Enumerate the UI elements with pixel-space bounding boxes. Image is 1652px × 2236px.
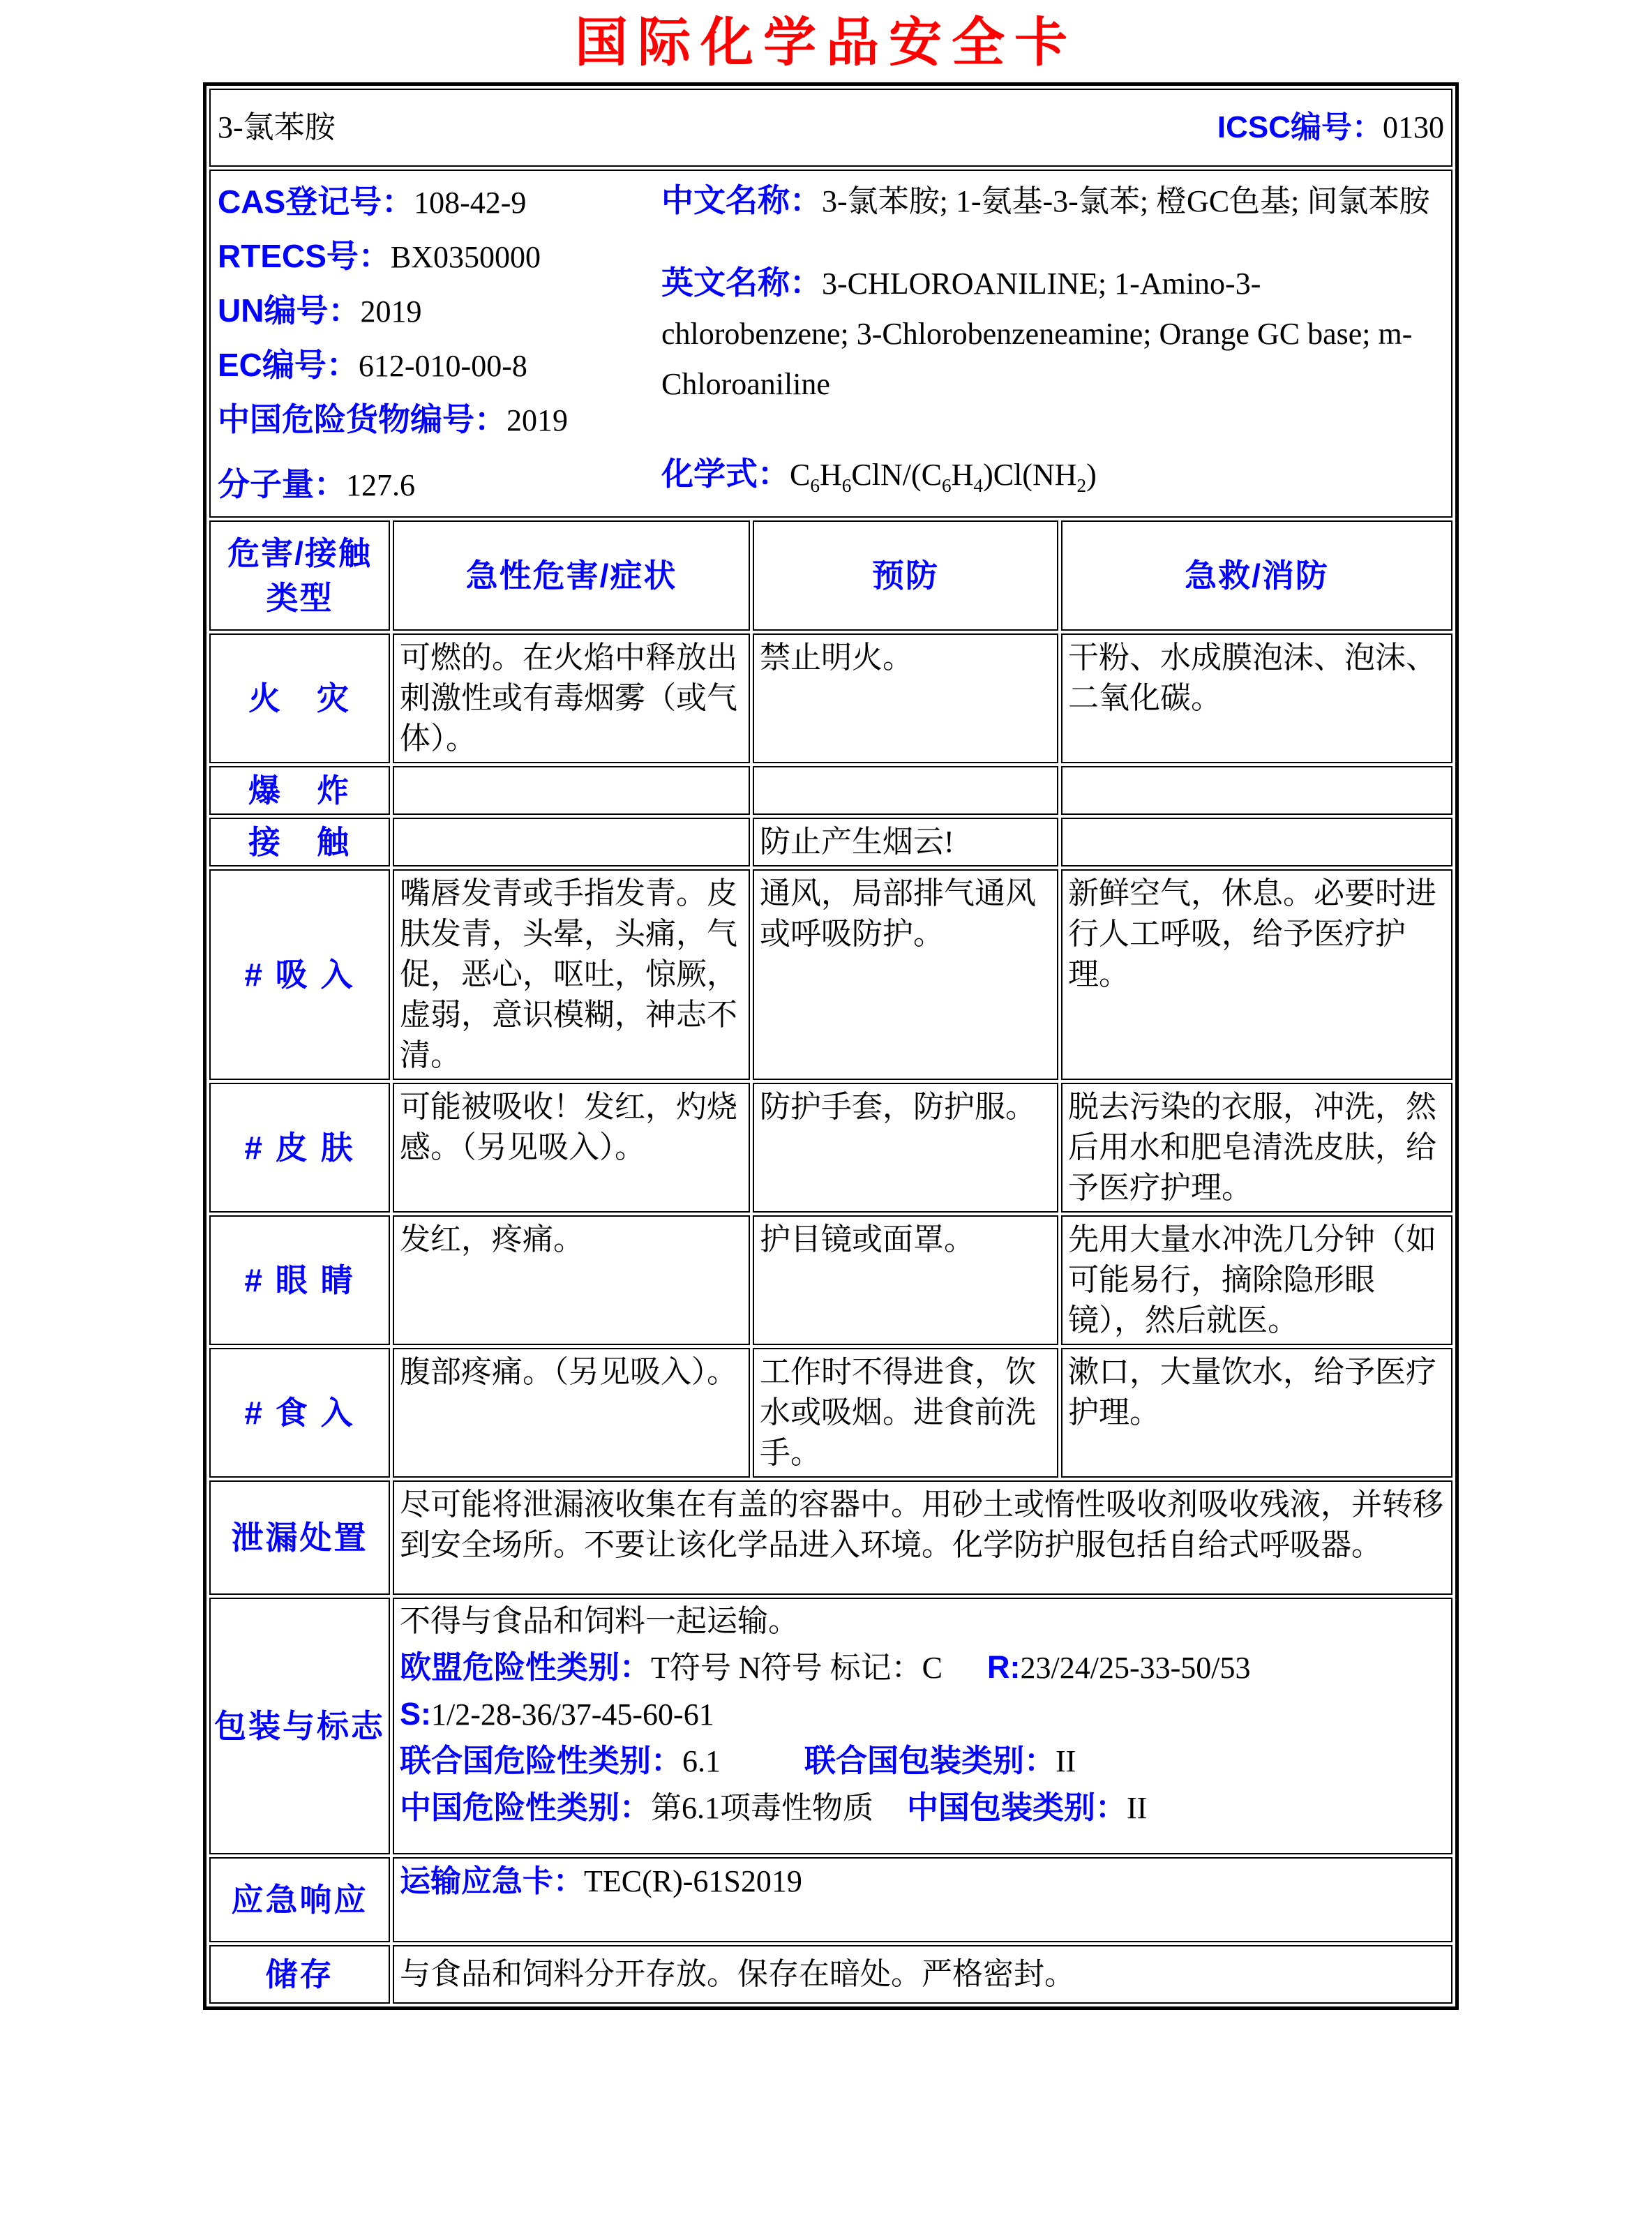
header-firstaid: 急救/消防	[1061, 520, 1452, 631]
fire-prevention: 禁止明火。	[753, 633, 1058, 763]
inhalation-symptoms: 嘴唇发青或手指发青。皮肤发青，头晕，头痛，气促，恶心，呕吐，惊厥，虚弱，意识模糊，神志不清。	[393, 869, 750, 1080]
storage-content: 与食品和饲料分开存放。保存在暗处。严格密封。	[393, 1945, 1452, 2004]
skin-label: # 皮 肤	[209, 1083, 390, 1213]
hazard-header-row	[209, 520, 1452, 631]
spill-content: 尽可能将泄漏液收集在有盖的容器中。用砂土或惰性吸收剂吸收残液，并转移到安全场所。不要让该化学品进入环境。化学防护服包括自给式呼吸器。	[393, 1480, 1452, 1595]
chinese-name: 中文名称：3-氯苯胺; 1-氨基-3-氯苯; 橙GC色基; 间氯苯胺	[661, 182, 1430, 218]
inhalation-row	[209, 869, 1452, 1080]
contact-firstaid	[1061, 818, 1452, 866]
eu-classification: 欧盟危险性类别：T符号 N符号 标记：C R:23/24/25-33-50/53	[400, 1649, 1251, 1685]
rtecs-number: RTECS号：BX0350000	[218, 238, 541, 274]
skin-firstaid: 脱去污染的衣服，冲洗，然后用水和肥皂清洗皮肤，给予医疗护理。	[1061, 1083, 1452, 1213]
ec-number: EC编号：612-010-00-8	[218, 347, 527, 383]
ingestion-label: # 食 入	[209, 1348, 390, 1478]
ingestion-firstaid: 漱口，大量饮水，给予医疗护理。	[1061, 1348, 1452, 1478]
transport-note: 不得与食品和饲料一起运输。	[400, 1603, 799, 1638]
header-hazard-type: 危害/接触类型	[209, 520, 390, 631]
r-phrases-value: 23/24/25-33-50/53	[1020, 1650, 1251, 1685]
eyes-label: # 眼 睛	[209, 1215, 390, 1345]
transport-emergency-card: 运输应急卡：TEC(R)-61S2019	[400, 1863, 802, 1898]
name-row	[209, 89, 1452, 167]
icsc-number-value: 0130	[1383, 110, 1445, 144]
eyes-symptoms: 发红，疼痛。	[393, 1215, 750, 1345]
icsc-number-label: ICSC编号：	[1217, 110, 1383, 144]
identification-cell	[209, 170, 1452, 518]
explosion-symptoms	[393, 766, 750, 815]
emergency-content	[393, 1857, 1452, 1942]
molecular-weight: 分子量：127.6	[218, 465, 415, 502]
cas-number: CAS登记号：108-42-9	[218, 183, 527, 220]
emergency-label: 应急响应	[209, 1857, 390, 1942]
ingestion-prevention: 工作时不得进食，饮水或吸烟。进食前洗手。	[753, 1348, 1058, 1478]
fire-label: 火 灾	[209, 633, 390, 763]
spill-label: 泄漏处置	[209, 1480, 390, 1595]
fire-symptoms: 可燃的。在火焰中释放出刺激性或有毒烟雾（或气体）。	[393, 633, 750, 763]
s-phrases: S:1/2-28-36/37-45-60-61	[400, 1695, 714, 1732]
r-phrases-label: R:	[987, 1649, 1021, 1685]
explosion-row	[209, 766, 1452, 815]
icsc-number	[1217, 107, 1444, 148]
un-number: UN编号：2019	[218, 292, 422, 329]
fire-firstaid: 干粉、水成膜泡沫、泡沫、二氧化碳。	[1061, 633, 1452, 763]
eyes-prevention: 护目镜或面罩。	[753, 1215, 1058, 1345]
contact-prevention: 防止产生烟云!	[753, 818, 1058, 866]
ingestion-symptoms: 腹部疼痛。（另见吸入）。	[393, 1348, 750, 1478]
spill-row	[209, 1480, 1452, 1595]
packaging-label: 包装与标志	[209, 1598, 390, 1854]
registry-numbers	[218, 175, 661, 447]
storage-row	[209, 1945, 1452, 2004]
header-prevention: 预防	[753, 520, 1058, 631]
inhalation-prevention: 通风，局部排气通风或呼吸防护。	[753, 869, 1058, 1080]
inhalation-firstaid: 新鲜空气，休息。必要时进行人工呼吸，给予医疗护理。	[1061, 869, 1452, 1080]
ingestion-row	[209, 1348, 1452, 1478]
storage-label: 储存	[209, 1945, 390, 2004]
emergency-row	[209, 1857, 1452, 1942]
fire-row	[209, 633, 1452, 763]
header-symptoms: 急性危害/症状	[393, 520, 750, 631]
contact-row	[209, 818, 1452, 866]
page-title: 国际化学品安全卡	[575, 14, 1077, 73]
substance-names	[661, 175, 1444, 447]
name-cell	[209, 89, 1452, 167]
skin-row	[209, 1083, 1452, 1213]
inhalation-label: # 吸 入	[209, 869, 390, 1080]
explosion-firstaid	[1061, 766, 1452, 815]
china-dg-number: 中国危险货物编号：2019	[218, 401, 568, 437]
eyes-firstaid: 先用大量水冲洗几分钟（如可能易行，摘除隐形眼镜），然后就医。	[1061, 1215, 1452, 1345]
un-classification: 联合国危险性类别：6.1 联合国包装类别：II	[400, 1742, 1076, 1778]
explosion-label: 爆 炸	[209, 766, 390, 815]
eyes-row	[209, 1215, 1452, 1345]
contact-symptoms	[393, 818, 750, 866]
packaging-row	[209, 1598, 1452, 1854]
identification-row	[209, 170, 1452, 518]
substance-name: 3-氯苯胺	[218, 110, 336, 144]
skin-prevention: 防护手套，防护服。	[753, 1083, 1058, 1213]
chemical-formula: 化学式：$C_6H_6ClN/(C_6H_4)Cl(NH_2)$	[661, 456, 1097, 496]
explosion-prevention	[753, 766, 1058, 815]
packaging-content	[393, 1598, 1452, 1854]
icsc-card-table	[203, 82, 1459, 2010]
skin-symptoms: 可能被吸收！发红，灼烧感。（另见吸入）。	[393, 1083, 750, 1213]
english-name: 英文名称：3-CHLOROANILINE; 1-Amino-3-chlorobenzene; 3-Chlorobenzeneamine; Orange GC base; m-Chloroaniline	[661, 264, 1413, 401]
contact-label: 接 触	[209, 818, 390, 866]
cn-classification: 中国危险性类别：第6.1项毒性物质 中国包装类别：II	[400, 1789, 1148, 1825]
